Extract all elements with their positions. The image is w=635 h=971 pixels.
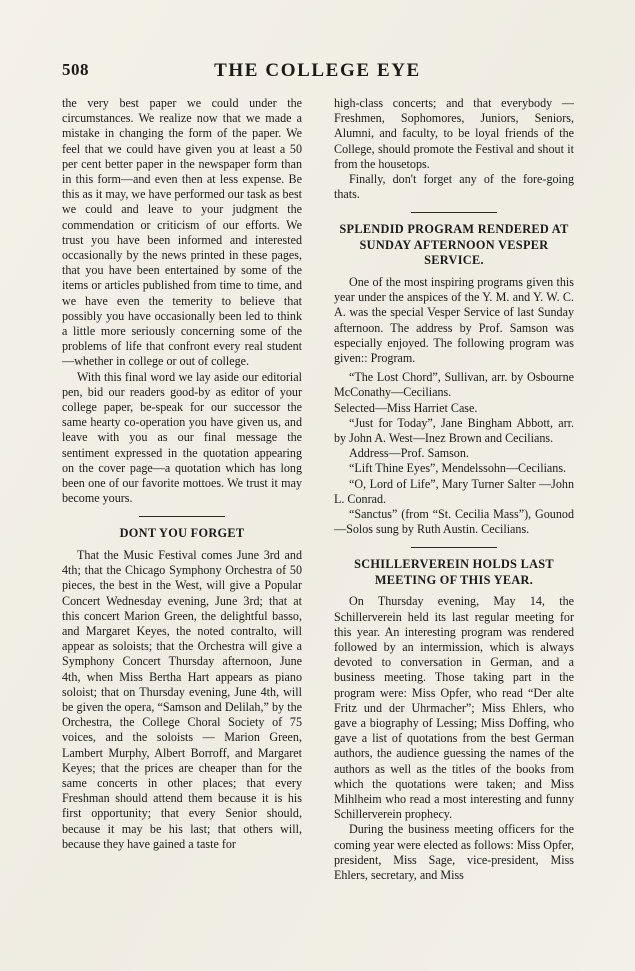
paragraph: high-class concerts; and that everybody —Freshmen, Sophomores, Juniors, Seniors, Alumni, and faculty, to be loyal friends of the College, should promote the Festival and shout it from the housetops.: [334, 96, 574, 171]
divider: [411, 212, 497, 213]
paragraph: That the Music Festival comes June 3rd and 4th; that the Chicago Symphony Orchestra of 50 pieces, the best in the West, will give a Popular Concert Wednesday evening, June 3rd; that at this concert Marion Green, the delightful basso, and Margaret Keyes, the noted contralto, will appear as soloists; that the Orchestra will give a Symphony Concert Thursday afternoon, June 4th, when Miss Bertha Hart appears as piano soloist; that on Thursday evening, June 4th, will be given the opera, “Samson and Delilah,” by the Orchestra, the College Choral Society of 75 voices, and the soloists — Marion Green, Lambert Murphy, Albert Borroff, and Margaret Keyes; that the prices are cheaper than for the same concerts in other places; that every Freshman should attend them because it is his first opportunity; that every Senior should, because it may be his last; that others will, because they have gained a taste for: [62, 547, 302, 851]
divider: [411, 547, 497, 548]
paragraph: Finally, don't forget any of the fore-going thats.: [334, 172, 574, 202]
program-item: “Lift Thine Eyes”, Mendelssohn—Cecilians.: [349, 461, 567, 476]
paragraph: During the business meeting officers for the coming year were elected as follows: Miss Opfer, president, Miss Sage, vice-president, Miss Ehlers, secretary, and Miss: [334, 822, 574, 883]
section-heading-schillerverein: [334, 547, 574, 588]
paragraph: With this final word we lay aside our editorial pen, bid our readers good-by as editor of your college paper, be-speak for our successor the same hearty co-operation you have given us, and leave with you as our final message the sentiment expressed in the quotation appearing on the cover page—a quotation which has long been one of our favorite mottoes. We trust it may become yours.: [62, 369, 302, 506]
publication-title: THE COLLEGE EYE: [214, 60, 421, 81]
page-header: [62, 60, 573, 90]
section-heading-dont-you-forget: [62, 516, 302, 542]
program-item: Address—Prof. Samson.: [349, 446, 469, 461]
body-columns: [62, 96, 574, 883]
page-number: 508: [62, 60, 89, 79]
program-item: “Just for Today”, Jane Bingham Abbott, arr. by John A. West—Inez Brown and Cecilians.: [334, 415, 574, 445]
program-item: “Sanctus” (from “St. Cecilia Mass”), Gounod—Solos sung by Ruth Austin. Cecilians.: [334, 506, 574, 537]
heading-text: SCHILLERVEREIN HOLDS LAST MEETING OF THIS YEAR.: [354, 557, 554, 587]
program-item: “O, Lord of Life”, Mary Turner Salter —John L. Conrad.: [334, 476, 574, 506]
paragraph: One of the most inspiring programs given this year under the anspices of the Y. M. and Y. W. C. A. was the special Vesper Service of last Sunday afternoon. The address by Prof. Samson was especially enjoyed. The following program was given:: Program.: [334, 274, 574, 365]
heading-text: DONT YOU FORGET: [119, 526, 245, 541]
paragraph: On Thursday evening, May 14, the Schillerverein held its last regular meeting for this year. An interesting program was rendered followed by an intermission, which is always devoted to conversation in German, and a business meeting. Those taking part in the program were: Miss Opfer, who read “Der alte Fritz und der Uhrmacher”; Miss Ehlers, who gave a biography of Lessing; Miss Doffing, who gave a list of quotations from the best German authors, the audience guessing the names of the authors as well as the titles of the books from which the quotations were taken; and Miss Mihlheim who read a most interesting and funny Schillerverein prophecy.: [334, 594, 574, 822]
paragraph: the very best paper we could under the circumstances. We realize now that we made a mistake in changing the form of the paper. We feel that we could have given you at least a 50 per cent better paper in the newspaper form than in this form—and even then at less expense. Be this as it may, we have performed our task as best we could and leave to your judgment the commendation or criticism of our efforts. We trust you have been informed and interested occasionally by the news printed in these pages, that you have been entertained by some of the items or articles published from time to time, and we have even the temerity to believe that possibly you have occasionally been led to think a little more seriously concerning some of the problems of life that confront every real student—whether in college or out of college.: [62, 96, 303, 369]
left-column: [62, 96, 302, 883]
program-item: “The Lost Chord”, Sullivan, arr. by Osbourne McConathy—Cecilians.: [334, 370, 574, 400]
divider: [139, 516, 225, 517]
right-column: [334, 96, 574, 883]
section-heading-vesper-service: [334, 212, 574, 269]
program-item: Selected—Miss Harriet Case.: [334, 400, 478, 415]
heading-text: SPLENDID PROGRAM RENDERED AT SUNDAY AFTERNOON VESPER SERVICE.: [339, 222, 569, 268]
